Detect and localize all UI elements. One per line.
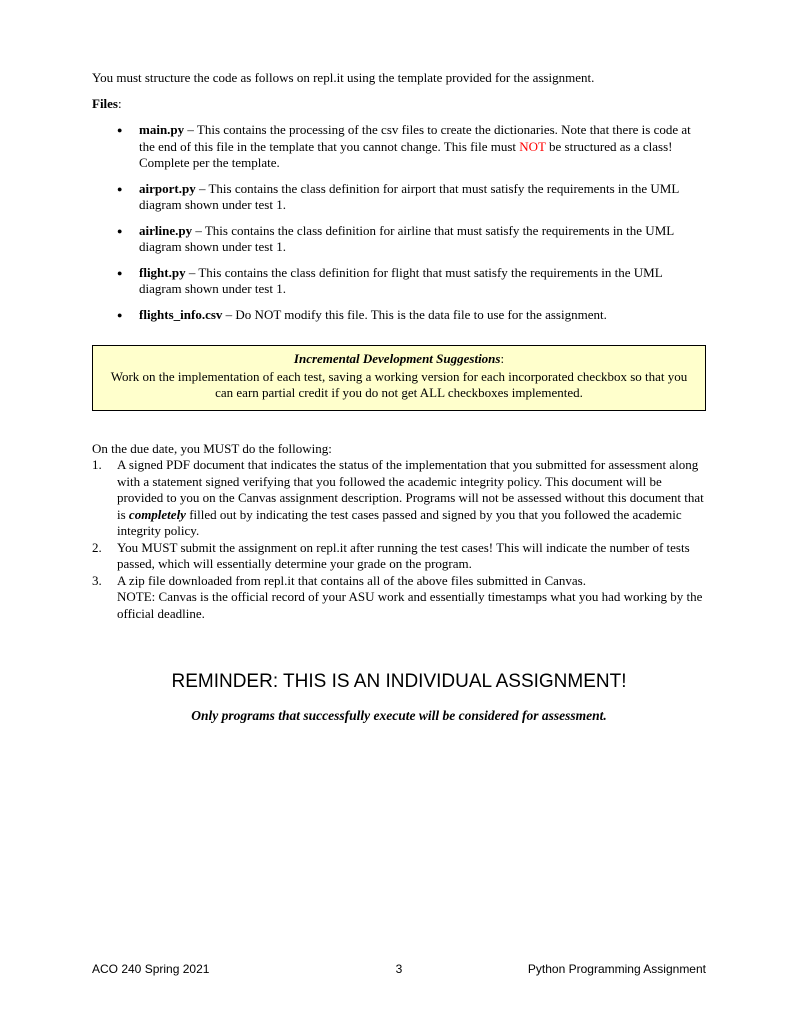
file-name: airline.py xyxy=(139,222,193,238)
suggestions-body: Work on the implementation of each test, saving a working version for each incorporated checkbox so that you can earn partial credit if you do not get ALL checkboxes implemented. xyxy=(110,368,688,400)
assessment-note: Only programs that successfully execute will be considered for assessment. xyxy=(191,708,607,724)
file-description xyxy=(139,265,706,298)
file-description-text: – This contains the processing of the csv files to create the dictionaries. Note that there is code at the end of this file in the template that you cannot change. This file must NOT be structured as a class! Complete per the template. xyxy=(139,122,691,170)
file-description-text: – This contains the class definition for airline that must satisfy the requirements in the UML diagram shown under test 1. xyxy=(139,222,674,254)
bullet-icon xyxy=(117,265,139,298)
due-item-text: You MUST submit the assignment on repl.it after running the test cases! This will indicate the number of tests passed, which will essentially determine your grade on the program. xyxy=(117,539,690,571)
due-list xyxy=(92,457,706,622)
due-instructions-heading: On the due date, you MUST do the following: xyxy=(92,440,332,456)
files-list xyxy=(92,122,706,323)
intro-paragraph: You must structure the code as follows on repl.it using the template provided for the assignment. xyxy=(92,70,595,85)
file-name: flights_info.csv xyxy=(139,306,223,322)
due-list-item xyxy=(92,457,706,540)
suggestions-title xyxy=(107,351,691,368)
suggestions-title-text: Incremental Development Suggestions xyxy=(293,351,501,366)
bullet-icon xyxy=(117,122,139,172)
file-name: flight.py xyxy=(139,264,186,280)
footer-page-number: 3 xyxy=(395,961,403,976)
file-description xyxy=(139,122,706,172)
due-list-item xyxy=(92,540,706,573)
file-description xyxy=(139,181,706,214)
reminder-heading: REMINDER: THIS IS AN INDIVIDUAL ASSIGNMENT! xyxy=(171,671,627,692)
footer-course: ACO 240 Spring 2021 xyxy=(92,961,210,976)
file-list-item xyxy=(92,223,706,256)
footer-title: Python Programming Assignment xyxy=(527,961,706,976)
list-number: 1. xyxy=(92,457,102,472)
suggestions-title-colon: : xyxy=(500,351,505,366)
file-description xyxy=(139,307,706,324)
bullet-icon xyxy=(117,223,139,256)
bullet-icon xyxy=(117,181,139,214)
page-content xyxy=(92,70,706,724)
due-item-text: A signed PDF document that indicates the status of the implementation that you submitted for assessment along with a statement signed verifying that you followed the academic integrity policy. This document will be provided to you on the Canvas assignment description. Programs will not be assessed without this document that is completely filled out by indicating the test cases passed and signed by you that you followed the academic integrity policy. xyxy=(117,457,704,538)
due-list-item xyxy=(92,573,706,623)
page-footer xyxy=(92,962,706,977)
file-description-text: – Do NOT modify this file. This is the data file to use for the assignment. xyxy=(222,306,607,322)
due-item-text: A zip file downloaded from repl.it that contains all of the above files submitted in Canvas. NOTE: Canvas is the official record of your ASU work and essentially timestamps what you had working by the official deadline. xyxy=(117,572,703,621)
file-name: airport.py xyxy=(139,180,196,196)
files-label-colon: : xyxy=(118,95,122,111)
file-list-item xyxy=(92,307,706,324)
file-description xyxy=(139,223,706,256)
bullet-icon xyxy=(117,307,139,324)
list-number: 2. xyxy=(92,539,102,555)
files-heading xyxy=(92,96,706,113)
suggestions-box xyxy=(92,345,706,411)
file-description-text: – This contains the class definition for flight that must satisfy the requirements in the UML diagram shown under test 1. xyxy=(139,264,663,296)
files-label: Files xyxy=(92,95,118,111)
file-name: main.py xyxy=(139,122,185,137)
file-list-item xyxy=(92,181,706,214)
file-description-text: – This contains the class definition for airport that must satisfy the requirements in the UML diagram shown under test 1. xyxy=(139,180,679,212)
file-list-item xyxy=(92,122,706,172)
file-list-item xyxy=(92,265,706,298)
list-number: 3. xyxy=(92,572,102,588)
